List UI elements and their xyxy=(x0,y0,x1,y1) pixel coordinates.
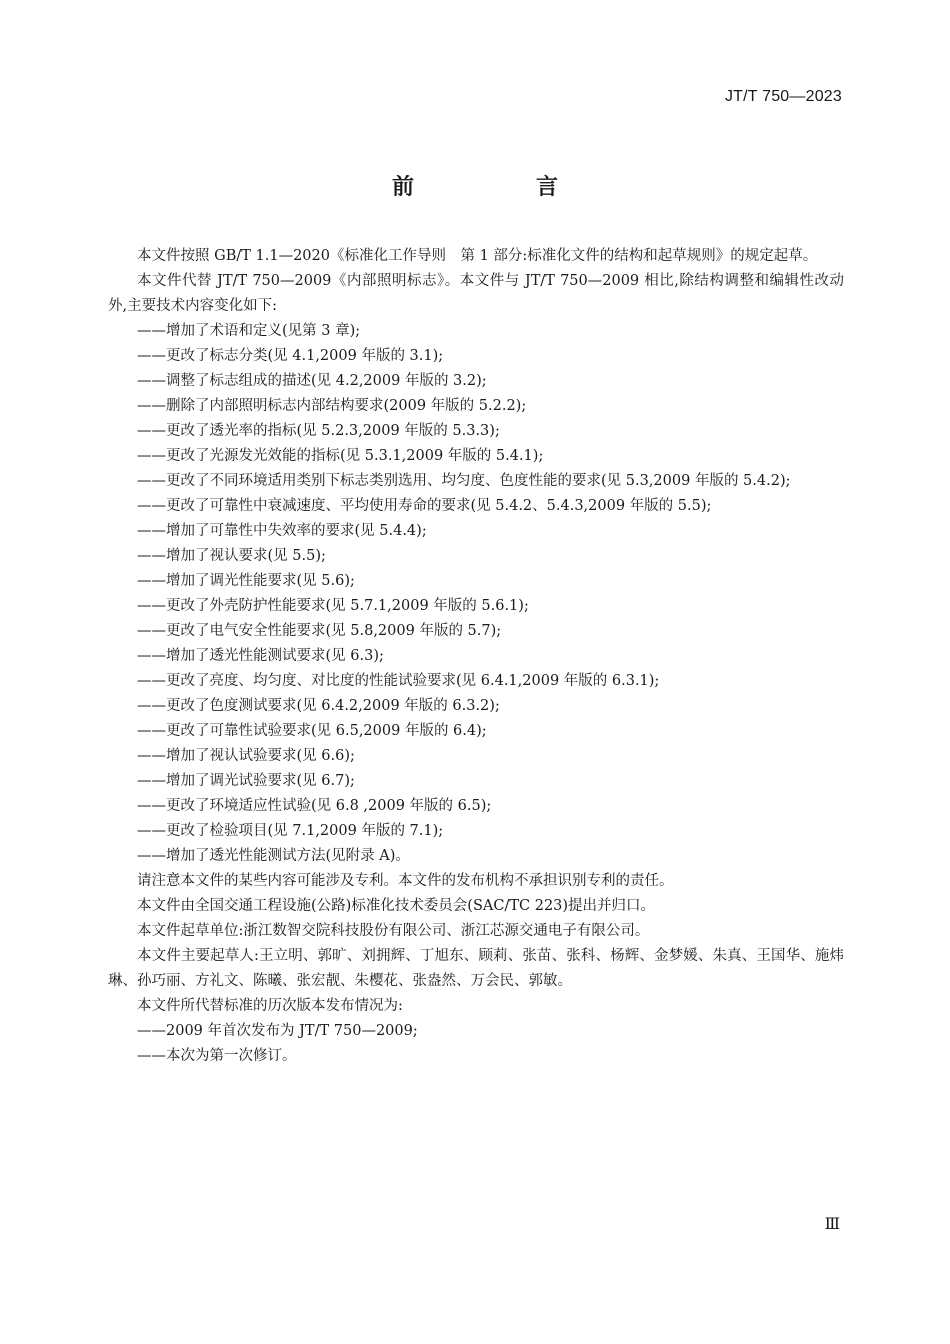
page-number: Ⅲ xyxy=(824,1214,840,1233)
list-item: ——更改了亮度、均匀度、对比度的性能试验要求(见 6.4.1,2009 年版的 6.3.1); xyxy=(137,673,660,689)
list-item: ——增加了可靠性中失效率的要求(见 5.4.4); xyxy=(137,523,427,539)
list-item: ——增加了调光试验要求(见 6.7); xyxy=(137,773,355,789)
paragraph-replacement: 本文件代替 JT/T 750—2009《内部照明标志》。本文件与 JT/T 750—2009 相比,除结构调整和编辑性改动外,主要技术内容变化如下: xyxy=(108,273,844,314)
list-item: ——更改了电气安全性能要求(见 5.8,2009 年版的 5.7); xyxy=(137,623,502,639)
list-item: ——更改了可靠性试验要求(见 6.5,2009 年版的 6.4); xyxy=(137,723,487,739)
paragraph-drafting-units: 本文件起草单位:浙江数智交院科技股份有限公司、浙江芯源交通电子有限公司。 xyxy=(137,923,650,939)
list-item: ——本次为第一次修订。 xyxy=(137,1048,297,1064)
document-code: JT/T 750—2023 xyxy=(724,88,842,105)
list-item: ——更改了不同环境适用类别下标志类别选用、均匀度、色度性能的要求(见 5.3,2009 年版的 5.4.2); xyxy=(137,473,791,489)
list-item: ——增加了视认试验要求(见 6.6); xyxy=(137,748,355,764)
history-list xyxy=(108,1019,844,1069)
list-item: ——增加了透光性能测试方法(见附录 A)。 xyxy=(137,848,410,864)
list-item: ——更改了透光率的指标(见 5.2.3,2009 年版的 5.3.3); xyxy=(137,423,500,439)
list-item: ——更改了环境适应性试验(见 6.8 ,2009 年版的 6.5); xyxy=(137,798,492,814)
list-item: ——更改了光源发光效能的指标(见 5.3.1,2009 年版的 5.4.1); xyxy=(137,448,544,464)
list-item: ——更改了检验项目(见 7.1,2009 年版的 7.1); xyxy=(137,823,444,839)
list-item: ——更改了可靠性中衰减速度、平均使用寿命的要求(见 5.4.2、5.4.3,2009 年版的 5.5); xyxy=(137,498,712,514)
paragraph-drafting-rules: 本文件按照 GB/T 1.1—2020《标准化工作导则 第 1 部分:标准化文件的结构和起草规则》的规定起草。 xyxy=(137,248,818,264)
paragraph-drafters: 本文件主要起草人:王立明、郭旷、刘拥辉、丁旭东、顾莉、张苗、张科、杨辉、金梦媛、朱真、王国华、施炜琳、孙巧丽、方礼文、陈曦、张宏靓、朱樱花、张盎然、万会民、郭敏。 xyxy=(108,948,844,989)
list-item: ——增加了术语和定义(见第 3 章); xyxy=(137,323,361,339)
paragraph-history-intro: 本文件所代替标准的历次版本发布情况为: xyxy=(137,998,403,1014)
paragraph-patent-notice: 请注意本文件的某些内容可能涉及专利。本文件的发布机构不承担识别专利的责任。 xyxy=(137,873,674,889)
changes-list xyxy=(108,319,844,869)
list-item: ——调整了标志组成的描述(见 4.2,2009 年版的 3.2); xyxy=(137,373,487,389)
page-title: 前 言 xyxy=(391,175,608,200)
list-item: ——增加了透光性能测试要求(见 6.3); xyxy=(137,648,384,664)
list-item: ——更改了外壳防护性能要求(见 5.7.1,2009 年版的 5.6.1); xyxy=(137,598,529,614)
list-item: ——更改了色度测试要求(见 6.4.2,2009 年版的 6.3.2); xyxy=(137,698,500,714)
list-item: ——2009 年首次发布为 JT/T 750—2009; xyxy=(137,1023,418,1039)
document-body xyxy=(108,244,844,1069)
list-item: ——更改了标志分类(见 4.1,2009 年版的 3.1); xyxy=(137,348,444,364)
list-item: ——增加了视认要求(见 5.5); xyxy=(137,548,326,564)
list-item: ——删除了内部照明标志内部结构要求(2009 年版的 5.2.2); xyxy=(137,398,527,414)
list-item: ——增加了调光性能要求(见 5.6); xyxy=(137,573,355,589)
paragraph-proposer: 本文件由全国交通工程设施(公路)标准化技术委员会(SAC/TC 223)提出并归口。 xyxy=(137,898,656,914)
